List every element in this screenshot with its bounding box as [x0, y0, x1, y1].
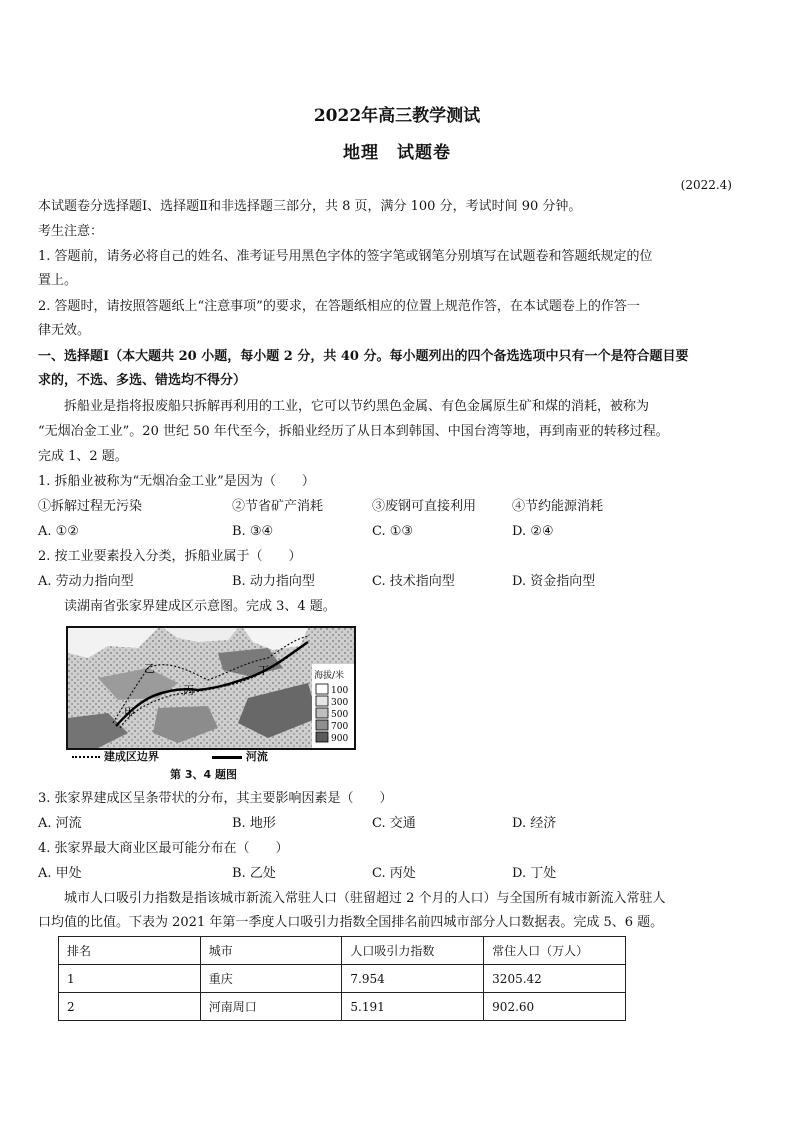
- intro-line: 本试题卷分选择题Ⅰ、选择题Ⅱ和非选择题三部分，共 8 页，满分 100 分，考试时间 90 分钟。: [38, 199, 582, 214]
- table-cell: 重庆: [200, 965, 342, 993]
- page-subtitle: 地理 试题卷: [343, 143, 451, 163]
- boundary-label: 建成区边界: [103, 750, 159, 763]
- table-header: 人口吸引力指数: [342, 937, 484, 965]
- q1-item: ④节约能源消耗: [512, 499, 604, 514]
- legend-value: 300: [331, 698, 349, 708]
- map-label-bing: 丙: [183, 684, 194, 697]
- passage1-line2: “无烟冶金工业”。20 世纪 50 年代至今，拆船业经历了从日本到韩国、中国台湾等地，再到南亚的转移过程。: [38, 424, 669, 439]
- q2-stem: 2. 按工业要素投入分类，拆船业属于（ ）: [38, 549, 302, 564]
- q4-option-a: A. 甲处: [38, 866, 82, 881]
- table-cell: 3205.42: [484, 965, 626, 993]
- q3-option-d: D. 经济: [512, 816, 557, 831]
- q1-item: ③废钢可直接利用: [372, 499, 477, 514]
- legend-swatch: [316, 720, 328, 730]
- table-header: 排名: [59, 937, 201, 965]
- table-cell: 7.954: [342, 965, 484, 993]
- map-key-boundary: [72, 748, 159, 764]
- table-cell: 2: [59, 993, 201, 1021]
- q4-stem: 4. 张家界最大商业区最可能分布在（ ）: [38, 841, 289, 856]
- map-label-jia: 甲: [124, 706, 135, 719]
- q1-item: ①拆解过程无污染: [38, 499, 143, 514]
- legend-value: 700: [331, 722, 349, 732]
- q1-option-d: D. ②④: [512, 524, 554, 539]
- passage3-line2: 口均值的比值。下表为 2021 年第一季度人口吸引力指数全国排名前四城市部分人口数据表。完成 5、6 题。: [38, 915, 664, 930]
- table-header-row: [59, 937, 626, 965]
- zhangjiajie-map: [66, 626, 356, 750]
- river-label: 河流: [245, 750, 268, 763]
- legend-value: 500: [331, 710, 349, 720]
- q1-item: ②节省矿产消耗: [232, 499, 324, 514]
- table-cell: 1: [59, 965, 201, 993]
- q3-option-a: A. 河流: [38, 816, 82, 831]
- q1-option-a: A. ①②: [38, 524, 79, 539]
- map-caption: 第 3、4 题图: [170, 768, 237, 781]
- q1-option-b: B. ③④: [232, 524, 274, 539]
- q2-option-c: C. 技术指向型: [372, 574, 455, 589]
- notice-2a: 2. 答题时，请按照答题纸上“注意事项”的要求，在答题纸相应的位置上规范作答，在本试题卷上的作答一: [38, 299, 640, 314]
- legend-value: 900: [331, 734, 349, 744]
- legend-value: 100: [331, 686, 349, 696]
- q4-option-b: B. 乙处: [232, 866, 276, 881]
- table-header: 城市: [200, 937, 342, 965]
- q4-option-c: C. 丙处: [372, 866, 416, 881]
- legend-swatch: [316, 684, 328, 694]
- q1-stem: 1. 拆船业被称为“无烟冶金工业”是因为（ ）: [38, 474, 315, 489]
- table-cell: 5.191: [342, 993, 484, 1021]
- map-label-yi: 乙: [144, 662, 155, 675]
- notice-title: 考生注意：: [38, 224, 104, 239]
- table-row: [59, 993, 626, 1021]
- legend-swatch: [316, 732, 328, 742]
- q2-option-b: B. 动力指向型: [232, 574, 315, 589]
- passage1-line3: 完成 1、2 题。: [38, 449, 128, 464]
- q3-stem: 3. 张家界建成区呈条带状的分布，其主要影响因素是（ ）: [38, 791, 393, 806]
- q1-option-c: C. ①③: [372, 524, 414, 539]
- table-cell: 河南周口: [200, 993, 342, 1021]
- map-label-ding: 丁: [258, 664, 269, 677]
- map-key-river: [212, 748, 268, 764]
- q2-option-a: A. 劳动力指向型: [38, 574, 134, 589]
- exam-date: (2022.4): [680, 178, 732, 192]
- table-row: [59, 965, 626, 993]
- notice-1b: 置上。: [38, 273, 78, 288]
- notice-1a: 1. 答题前，请务必将自己的姓名、准考证号用黑色字体的签字笔或钢笔分别填写在试题卷和答题纸规定的位: [38, 249, 653, 264]
- q4-option-d: D. 丁处: [512, 866, 557, 881]
- q2-option-d: D. 资金指向型: [512, 574, 596, 589]
- table-cell: 902.60: [484, 993, 626, 1021]
- passage2-line: 读湖南省张家界建成区示意图。完成 3、4 题。: [64, 599, 336, 614]
- q3-option-c: C. 交通: [372, 816, 416, 831]
- section-heading-b: 求的，不选、多选、错选均不得分）: [38, 373, 247, 388]
- legend-swatch: [316, 708, 328, 718]
- map-terrain: [68, 628, 354, 748]
- table-header: 常住人口（万人）: [484, 937, 626, 965]
- section-heading-a: 一、选择题Ⅰ（本大题共 20 小题，每小题 2 分，共 40 分。每小题列出的四个备选选项中只有一个是符合题目要: [38, 349, 689, 364]
- page-title: 2022年高三教学测试: [313, 106, 481, 126]
- passage1-line1: 拆船业是指将报废船只拆解再利用的工业，它可以节约黑色金属、有色金属原生矿和煤的消耗，被称为: [64, 399, 650, 414]
- boundary-symbol: [72, 756, 100, 758]
- legend-swatch: [316, 696, 328, 706]
- legend-title: 海拔/米: [314, 671, 345, 681]
- passage3-line1: 城市人口吸引力指数是指该城市新流入常驻人口（驻留超过 2 个月的人口）与全国所有城市新流入常驻人: [64, 891, 666, 906]
- population-table: [58, 936, 626, 1021]
- notice-2b: 律无效。: [38, 323, 91, 338]
- q3-option-b: B. 地形: [232, 816, 276, 831]
- river-symbol: [212, 756, 242, 759]
- legend-swatches: [316, 684, 348, 744]
